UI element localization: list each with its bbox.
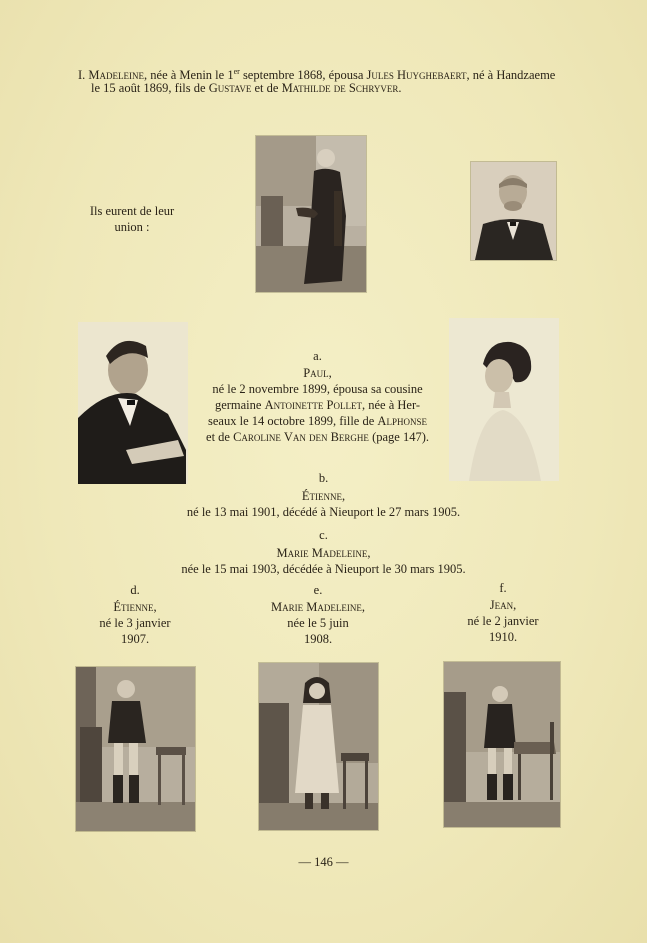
child-e-name: Marie Madeleine, [271, 600, 365, 614]
child-e-block [248, 582, 388, 647]
child-f-name: Jean, [489, 598, 517, 612]
child-a-page-ref: (page 147). [368, 430, 429, 444]
child-a-block [190, 348, 445, 445]
child-d-name: Étienne, [113, 600, 157, 614]
child-a-spouse-mother: Caroline Van den Berghe [233, 430, 369, 444]
header-and-text: et de [251, 81, 282, 95]
child-f-line-1: né le 2 janvier [467, 614, 539, 628]
child-a-line-2-start: germaine [214, 398, 265, 412]
header-spouse: Jules Huyghebaert [366, 68, 467, 83]
child-a-spouse-name: Antoinette Pollet [264, 398, 362, 412]
child-b-name: Étienne, [301, 489, 346, 503]
child-f-block [438, 580, 568, 645]
child-d-line-2: 1907. [120, 632, 150, 646]
header-numeral: I. [78, 68, 86, 83]
photo-child-f-jean [444, 662, 560, 827]
header-spouse-birth: , né à Handzaeme [466, 68, 556, 83]
child-a-line-3-start: seaux le 14 octobre 1899, fille de [208, 414, 378, 428]
child-b-line: né le 13 mai 1901, décédé à Nieuport le 27 mars 1905. [186, 505, 461, 519]
header-line-2 [91, 80, 611, 96]
header-father: Gustave [208, 81, 252, 95]
page-number: — 146 — [298, 855, 349, 869]
child-b-letter: b. [318, 471, 329, 485]
child-b-block [100, 470, 547, 520]
child-c-name: Marie Madeleine, [276, 546, 371, 560]
child-a-line-4-start: et de [206, 430, 234, 444]
child-c-block [100, 527, 547, 577]
child-d-letter: d. [130, 583, 140, 597]
header-superscript: er [233, 67, 240, 76]
photo-mother-seated [256, 136, 366, 292]
union-caption-line-1: Ils eurent de leur [89, 204, 175, 218]
photo-antoinette [449, 318, 559, 481]
child-c-letter: c. [319, 528, 328, 542]
union-caption-line-2: union : [114, 220, 150, 234]
photo-paul [78, 322, 188, 484]
header-birth-text: , née à Menin le 1 [144, 68, 234, 83]
header-mother: Mathilde de Schryver [281, 81, 399, 95]
child-a-spouse-father: Alphonse [377, 414, 427, 428]
photo-father-portrait [471, 162, 556, 260]
child-a-name: Paul, [303, 366, 332, 380]
child-a-letter: a. [313, 349, 322, 363]
child-f-letter: f. [499, 581, 507, 595]
child-e-line-2: 1908. [303, 632, 333, 646]
child-c-line: née le 15 mai 1903, décédée à Nieuport le 30 mars 1905. [181, 562, 466, 576]
header-period: . [398, 81, 402, 95]
child-d-block [70, 582, 200, 647]
header-name: Madeleine [88, 68, 145, 83]
header-date-text: le 15 août 1869, fils de [91, 81, 209, 95]
photo-child-e-marie-madeleine [259, 663, 378, 830]
child-a-line-2 [190, 397, 445, 413]
header-married-text: septembre 1868, épousa [239, 68, 367, 83]
photo-child-d-etienne [76, 667, 195, 831]
child-a-line-3 [190, 413, 445, 429]
child-a-line-4 [190, 429, 445, 445]
child-f-line-2: 1910. [488, 630, 518, 644]
child-e-line-1: née le 5 juin [287, 616, 349, 630]
child-d-line-1: né le 3 janvier [99, 616, 171, 630]
child-a-line-2-end: , née à Her- [362, 398, 421, 412]
child-e-letter: e. [313, 583, 323, 597]
union-caption [88, 203, 176, 235]
child-a-line-1: né le 2 novembre 1899, épousa sa cousine [212, 382, 423, 396]
